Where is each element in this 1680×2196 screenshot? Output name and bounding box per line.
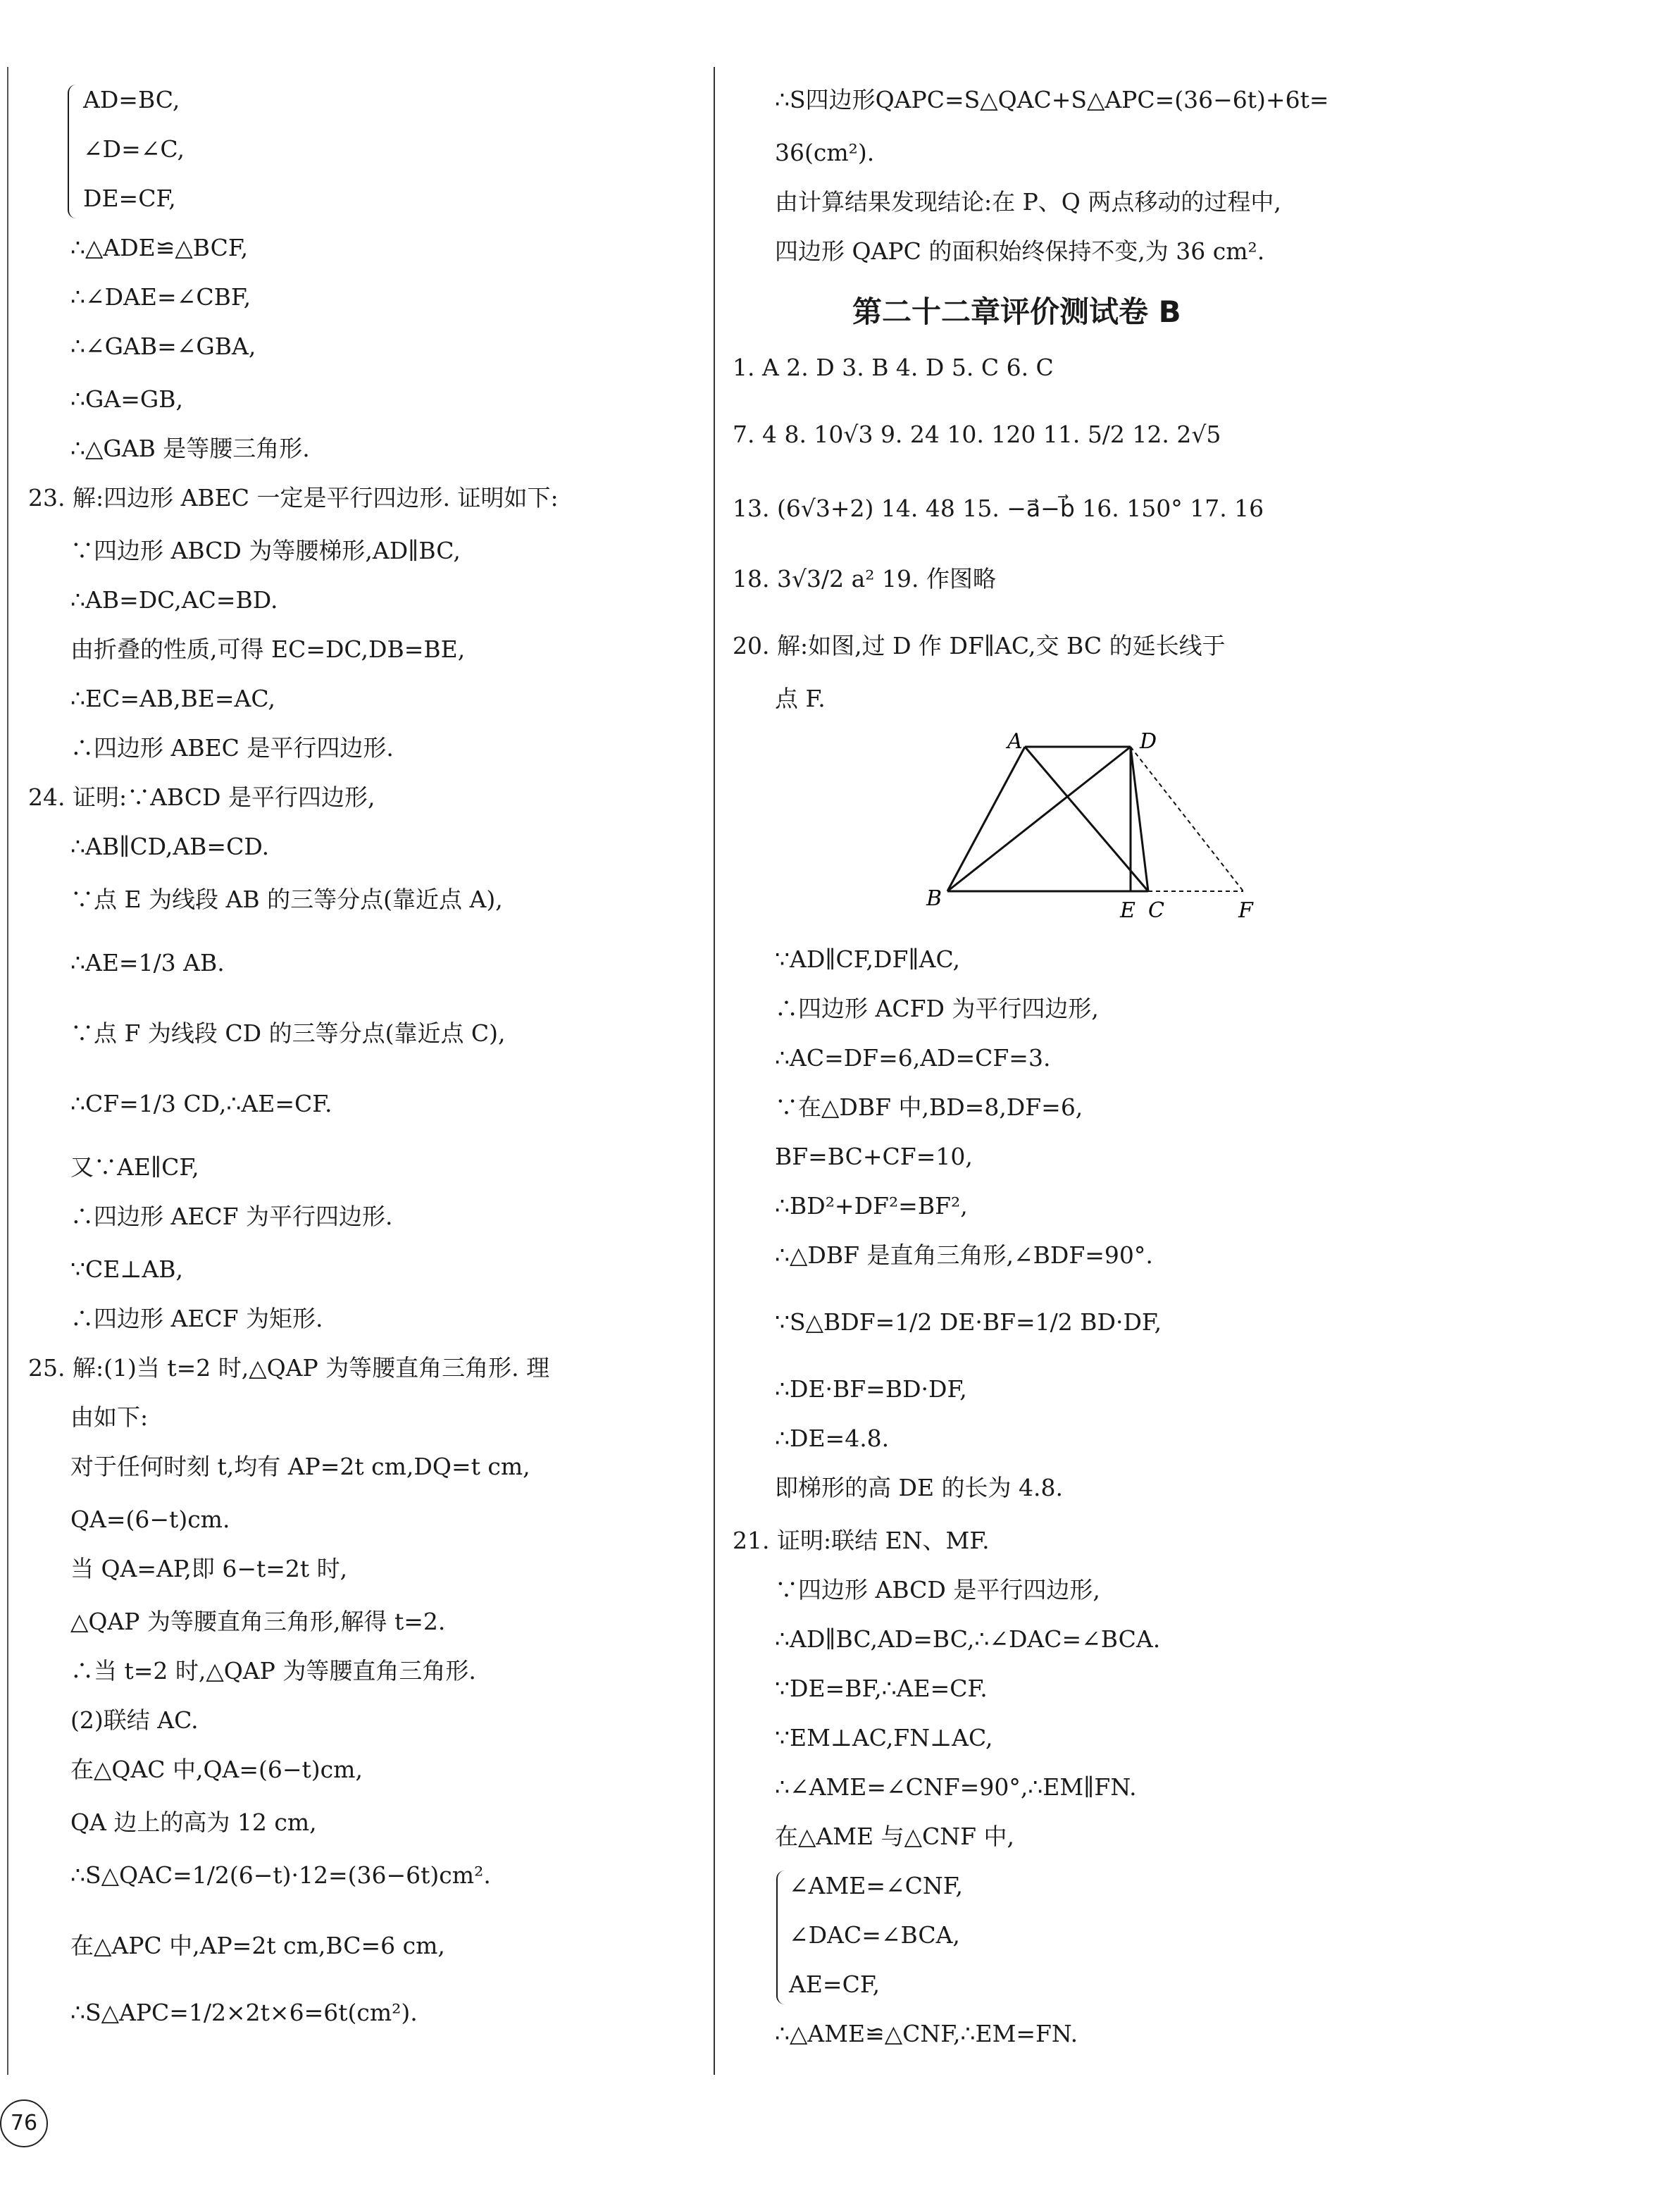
left-line-18: ∴AE=1/3 AB. <box>70 949 225 976</box>
left-line-5: ∴∠DAE=∠CBF, <box>70 283 251 311</box>
right-line-11: ∵AD∥CF,DF∥AC, <box>775 945 961 973</box>
section-title: 第二十二章评价测试卷 B <box>852 294 1181 329</box>
page-edge-line <box>7 67 8 2075</box>
right-line-8: 18. 3√3/2 a² 19. 作图略 <box>733 565 996 593</box>
left-line-22: ∴四边形 AECF 为平行四边形. <box>70 1203 393 1230</box>
left-line-7: ∴GA=GB, <box>70 385 183 413</box>
left-line-32: (2)联结 AC. <box>70 1706 199 1734</box>
right-line-23: ∵四边形 ABCD 是平行四边形, <box>775 1576 1100 1603</box>
right-line-2: 36(cm²). <box>775 139 875 166</box>
right-line-22: 21. 证明:联结 EN、MF. <box>733 1527 990 1554</box>
left-line-6: ∴∠GAB=∠GBA, <box>70 333 256 360</box>
left-line-29: 当 QA=AP,即 6−t=2t 时, <box>70 1555 348 1582</box>
left-line-10: ∵四边形 ABCD 为等腰梯形,AD∥BC, <box>70 537 461 564</box>
label-f: F <box>1238 898 1253 923</box>
trapezoid-figure <box>916 733 1268 930</box>
left-line-11: ∴AB=DC,AC=BD. <box>70 586 278 614</box>
right-line-31: AE=CF, <box>789 1971 881 1998</box>
right-line-16: ∴BD²+DF²=BF², <box>775 1192 968 1220</box>
label-d: D <box>1140 733 1157 754</box>
left-line-20: ∴CF=1/3 CD,∴AE=CF. <box>70 1090 332 1117</box>
left-line-15: 24. 证明:∵ABCD 是平行四边形, <box>28 783 375 811</box>
label-a: A <box>1007 733 1023 754</box>
left-line-25: 25. 解:(1)当 t=2 时,△QAP 为等腰直角三角形. 理 <box>28 1354 550 1382</box>
left-line-13: ∴EC=AB,BE=AC, <box>70 685 275 712</box>
left-line-31: ∴当 t=2 时,△QAP 为等腰直角三角形. <box>70 1657 476 1685</box>
left-line-9: 23. 解:四边形 ABEC 一定是平行四边形. 证明如下: <box>28 484 559 511</box>
left-line-36: 在△APC 中,AP=2t cm,BC=6 cm, <box>70 1932 445 1959</box>
right-line-28: 在△AME 与△CNF 中, <box>775 1823 1014 1850</box>
left-line-12: 由折叠的性质,可得 EC=DC,DB=BE, <box>70 635 466 663</box>
right-line-9: 20. 解:如图,过 D 作 DF∥AC,交 BC 的延长线于 <box>733 632 1226 659</box>
edge-ab <box>947 747 1025 891</box>
right-line-17: ∴△DBF 是直角三角形,∠BDF=90°. <box>775 1241 1153 1269</box>
right-line-4: 四边形 QAPC 的面积始终保持不变,为 36 cm². <box>775 237 1265 265</box>
diag-bd <box>947 747 1131 891</box>
right-line-27: ∴∠AME=∠CNF=90°,∴EM∥FN. <box>775 1773 1137 1801</box>
left-line-26: 由如下: <box>70 1403 149 1431</box>
left-line-24: ∴四边形 AECF 为矩形. <box>70 1305 323 1332</box>
left-line-19: ∵点 F 为线段 CD 的三等分点(靠近点 C), <box>70 1019 506 1047</box>
system-brace <box>776 1871 788 2004</box>
left-line-1: AD=BC, <box>83 86 180 113</box>
left-line-16: ∴AB∥CD,AB=CD. <box>70 833 270 860</box>
label-b: B <box>926 886 942 911</box>
right-line-14: ∵在△DBF 中,BD=8,DF=6, <box>775 1093 1083 1121</box>
left-line-23: ∵CE⊥AB, <box>70 1255 183 1283</box>
left-line-37: ∴S△APC=1/2×2t×6=6t(cm²). <box>70 1999 418 2026</box>
right-line-21: 即梯形的高 DE 的长为 4.8. <box>775 1474 1063 1501</box>
right-line-6: 7. 4 8. 10√3 9. 24 10. 120 11. 5/2 12. 2√5 <box>733 421 1221 448</box>
left-line-17: ∵点 E 为线段 AB 的三等分点(靠近点 A), <box>70 886 503 913</box>
right-line-1: ∴S四边形QAPC=S△QAC+S△APC=(36−6t)+6t= <box>775 86 1329 113</box>
right-line-26: ∵EM⊥AC,FN⊥AC, <box>775 1724 993 1751</box>
left-line-34: QA 边上的高为 12 cm, <box>70 1809 317 1836</box>
column-divider <box>714 67 715 2075</box>
left-line-14: ∴四边形 ABEC 是平行四边形. <box>70 734 394 762</box>
label-e: E <box>1120 898 1135 923</box>
right-line-7: 13. (6√3+2) 14. 48 15. −a⃗−b⃗ 16. 150° 17. 16 <box>733 495 1264 522</box>
right-line-29: ∠AME=∠CNF, <box>789 1872 964 1899</box>
left-line-3: DE=CF, <box>83 185 176 212</box>
page-number: 76 <box>0 2099 48 2147</box>
left-line-33: 在△QAC 中,QA=(6−t)cm, <box>70 1756 363 1783</box>
left-line-28: QA=(6−t)cm. <box>70 1506 230 1533</box>
left-line-2: ∠D=∠C, <box>83 135 185 163</box>
right-line-15: BF=BC+CF=10, <box>775 1143 973 1170</box>
left-line-27: 对于任何时刻 t,均有 AP=2t cm,DQ=t cm, <box>70 1453 530 1480</box>
right-line-18: ∵S△BDF=1/2 DE·BF=1/2 BD·DF, <box>775 1308 1162 1336</box>
left-line-8: ∴△GAB 是等腰三角形. <box>70 435 310 462</box>
label-c: C <box>1148 898 1164 923</box>
right-line-12: ∴四边形 ACFD 为平行四边形, <box>775 995 1099 1022</box>
edge-dc <box>1131 747 1148 891</box>
right-line-32: ∴△AME≌△CNF,∴EM=FN. <box>775 2020 1078 2047</box>
right-line-3: 由计算结果发现结论:在 P、Q 两点移动的过程中, <box>775 188 1281 216</box>
right-line-5: 1. A 2. D 3. B 4. D 5. C 6. C <box>733 354 1054 381</box>
dashed-df <box>1131 747 1243 891</box>
left-line-30: △QAP 为等腰直角三角形,解得 t=2. <box>70 1608 446 1635</box>
right-line-10: 点 F. <box>775 685 826 712</box>
left-line-35: ∴S△QAC=1/2(6−t)·12=(36−6t)cm². <box>70 1861 491 1889</box>
right-line-13: ∴AC=DF=6,AD=CF=3. <box>775 1044 1051 1072</box>
right-line-24: ∴AD∥BC,AD=BC,∴∠DAC=∠BCA. <box>775 1625 1161 1653</box>
right-line-19: ∴DE·BF=BD·DF, <box>775 1375 967 1403</box>
left-line-4: ∴△ADE≌△BCF, <box>70 234 249 261</box>
left-line-21: 又∵AE∥CF, <box>70 1153 199 1181</box>
right-line-30: ∠DAC=∠BCA, <box>789 1921 960 1949</box>
system-brace <box>68 85 79 218</box>
right-line-25: ∵DE=BF,∴AE=CF. <box>775 1675 988 1702</box>
right-line-20: ∴DE=4.8. <box>775 1425 890 1452</box>
